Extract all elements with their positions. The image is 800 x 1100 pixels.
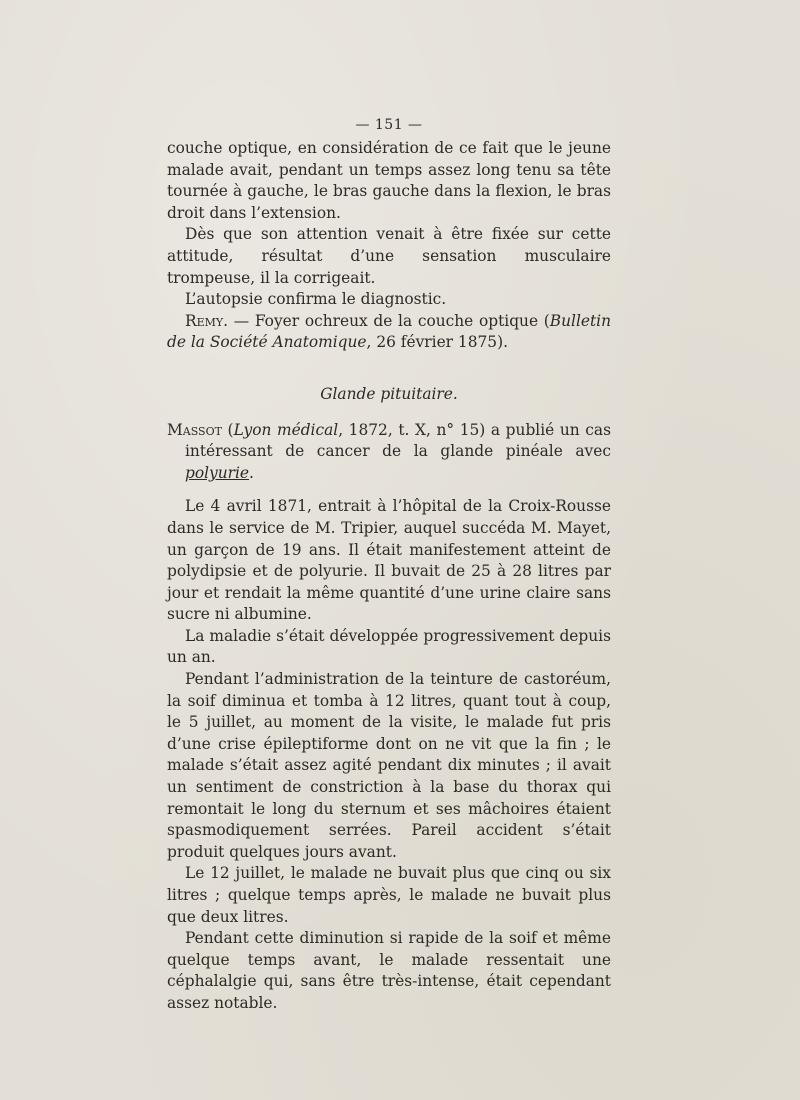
journal-lyon: Lyon médical [233, 420, 339, 439]
paragraph-attention: Dès que son attention venait à être fixée sur cette attitude, résultat d’une sensation musculaire trompeuse, il la corrigeait. [167, 225, 611, 287]
page-text [167, 112, 611, 1015]
massot-open: ( [221, 420, 234, 439]
paragraph-cephalalgie: Pendant cette diminution si rapide de la soif et même quelque temps avant, le malade ressentait une céphalalgie qui, sans être très-intense, était cependant assez notable. [167, 929, 611, 1012]
section-heading: Glande pituitaire. [320, 384, 458, 403]
page-number: — 151 — [355, 117, 423, 133]
reference-massot [167, 420, 611, 485]
journal-bulletin: Bulletin de la Société Anatomique [167, 311, 611, 352]
emphasis-polyurie: polyurie [185, 463, 250, 482]
paragraph-castoreum: Pendant l’administration de la teinture de castoréum, la soif diminua et tomba à 12 litres, quant tout à coup, le 5 juillet, au moment de la visite, le malade fut pris d’une crise épileptiforme dont on ne vit que la fin ; le malade s’était assez agité pendant dix minutes ; il avait un sentiment de constriction à la base du thorax qui remontait le long du sternum et ses mâchoires étaient spasmodiquement serrées. Pareil accident s’était produit quelques jours avant. [167, 670, 611, 861]
paragraph-autopsie: L’autopsie confirma le diagnostic. [185, 290, 447, 309]
author-remy: Remy. [185, 311, 229, 330]
massot-ref: , 1872, t. X, n° 15) a publié un cas intéressant de cancer de la glande pinéale avec [185, 420, 611, 461]
author-massot: Massot [167, 420, 222, 439]
reference-remy [167, 311, 611, 354]
paragraph-maladie: La maladie s’était développée progressivement depuis un an. [167, 626, 611, 667]
paragraph-case: Le 4 avril 1871, entrait à l’hôpital de la Croix-Rousse dans le service de M. Tripier, auquel succéda M. Mayet, un garçon de 19 ans. Il était manifestement atteint de polydipsie et de polyurie. Il buvait de 25 à 28 litres par jour et rendait la même quantité d’une urine claire sans sucre ni albumine. [167, 497, 611, 624]
paragraph-juillet: Le 12 juillet, le malade ne buvait plus que cinq ou six litres ; quelque temps après, le malade ne buvait plus que deux litres. [167, 864, 611, 926]
remy-date: , 26 février 1875). [366, 333, 508, 352]
paragraph-continued: couche optique, en considération de ce fait que le jeune malade avait, pendant un temps assez long tenu sa tête tournée à gauche, le bras gauche dans la flexion, le bras droit dans l’extension. [167, 139, 611, 222]
remy-text: — Foyer ochreux de la couche optique ( [228, 311, 550, 330]
massot-end: . [249, 463, 254, 482]
